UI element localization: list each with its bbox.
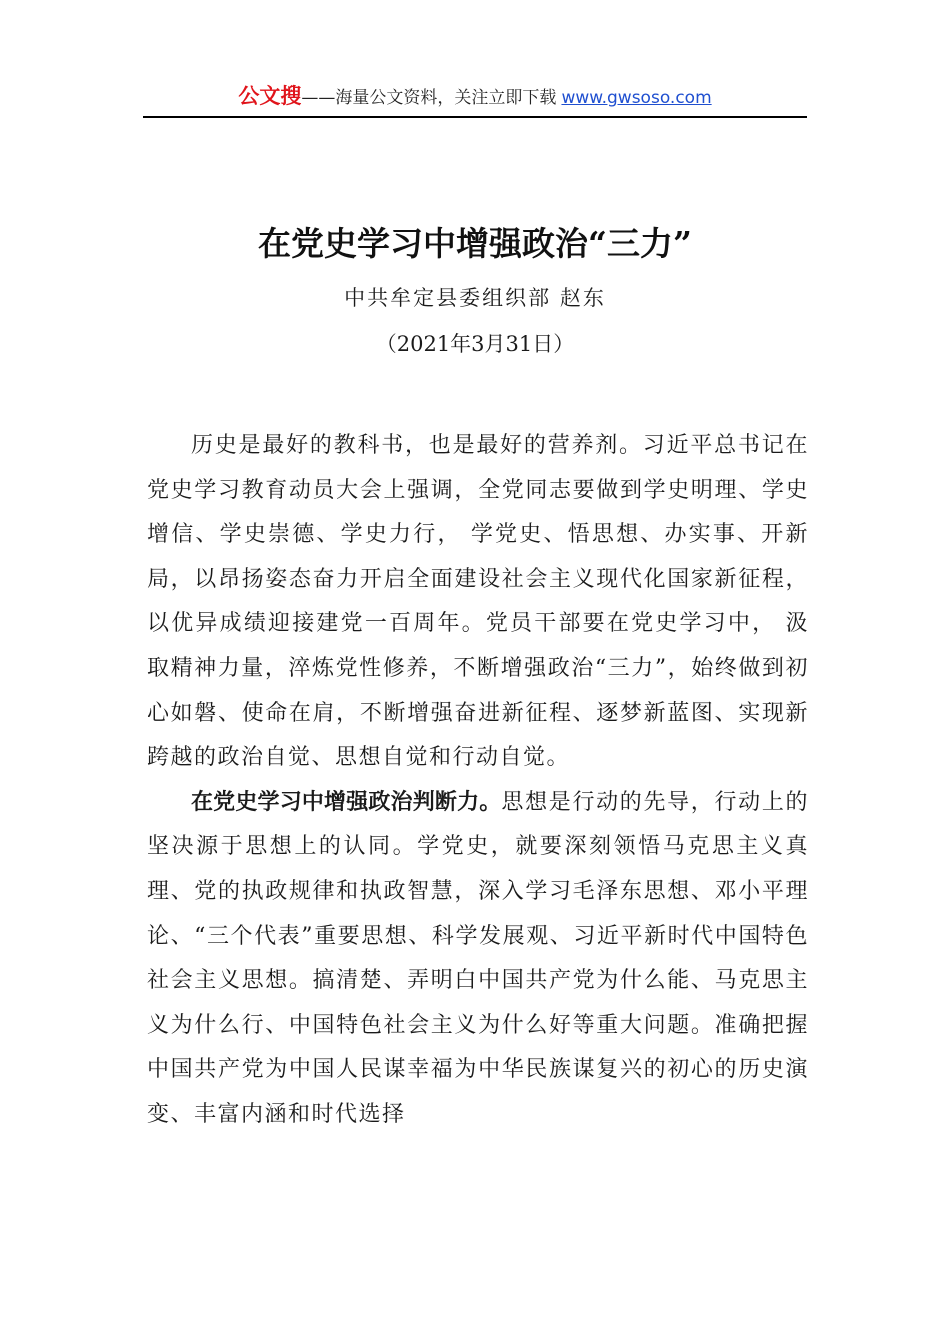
paragraph-text: 思想是行动的先导，行动上的坚决源于思想上的认同。学党史，就要深刻领悟马克思主义真理、党的执政规律和执政智慧，深入学习毛泽东思想、邓小平理论、“三个代表”重要思想、科学发展观、习近平新时代中国特色社会主义思想。搞清楚、弄明白中国共产党为什么能、马克思主义为什么行、中国特色社会主义为什么好等重大问题。准确把握中国共产党为中国人民谋幸福为中华民族谋复兴的初心的历史演变、丰富内涵和时代选择 (147, 789, 809, 1127)
paragraph-judgment (147, 781, 809, 1138)
paragraph-intro (147, 424, 809, 781)
document-body (147, 424, 809, 1138)
header-tagline: ——海量公文资料，关注立即下载 (301, 88, 557, 108)
document-author: 中共牟定县委组织部 赵东 (344, 286, 606, 310)
page-header (143, 78, 807, 118)
paragraph-heading: 在党史学习中增强政治判断力。 (191, 789, 502, 815)
header-line (238, 78, 711, 116)
document-title: 在党史学习中增强政治“三力” (258, 224, 692, 263)
paragraph-text: 历史是最好的教科书，也是最好的营养剂。习近平总书记在党史学习教育动员大会上强调，全党同志要做到学史明理、学史增信、学史崇德、学史力行， 学党史、悟思想、办实事、开新局，以昂扬姿态奋力开启全面建设社会主义现代化国家新征程，以优异成绩迎接建党一百周年。党员干部要在党史学习中， 汲取精神力量，淬炼党性修养，不断增强政治“三力”，始终做到初心如磐、使命在肩，不断增强奋进新征程、逐梦新蓝图、实现新跨越的政治自觉、思想自觉和行动自觉。 (147, 433, 809, 771)
brand-name: 公文搜 (238, 84, 302, 108)
document-date: （2021年3月31日） (375, 332, 575, 356)
site-link[interactable]: www.gwsoso.com (561, 88, 712, 108)
